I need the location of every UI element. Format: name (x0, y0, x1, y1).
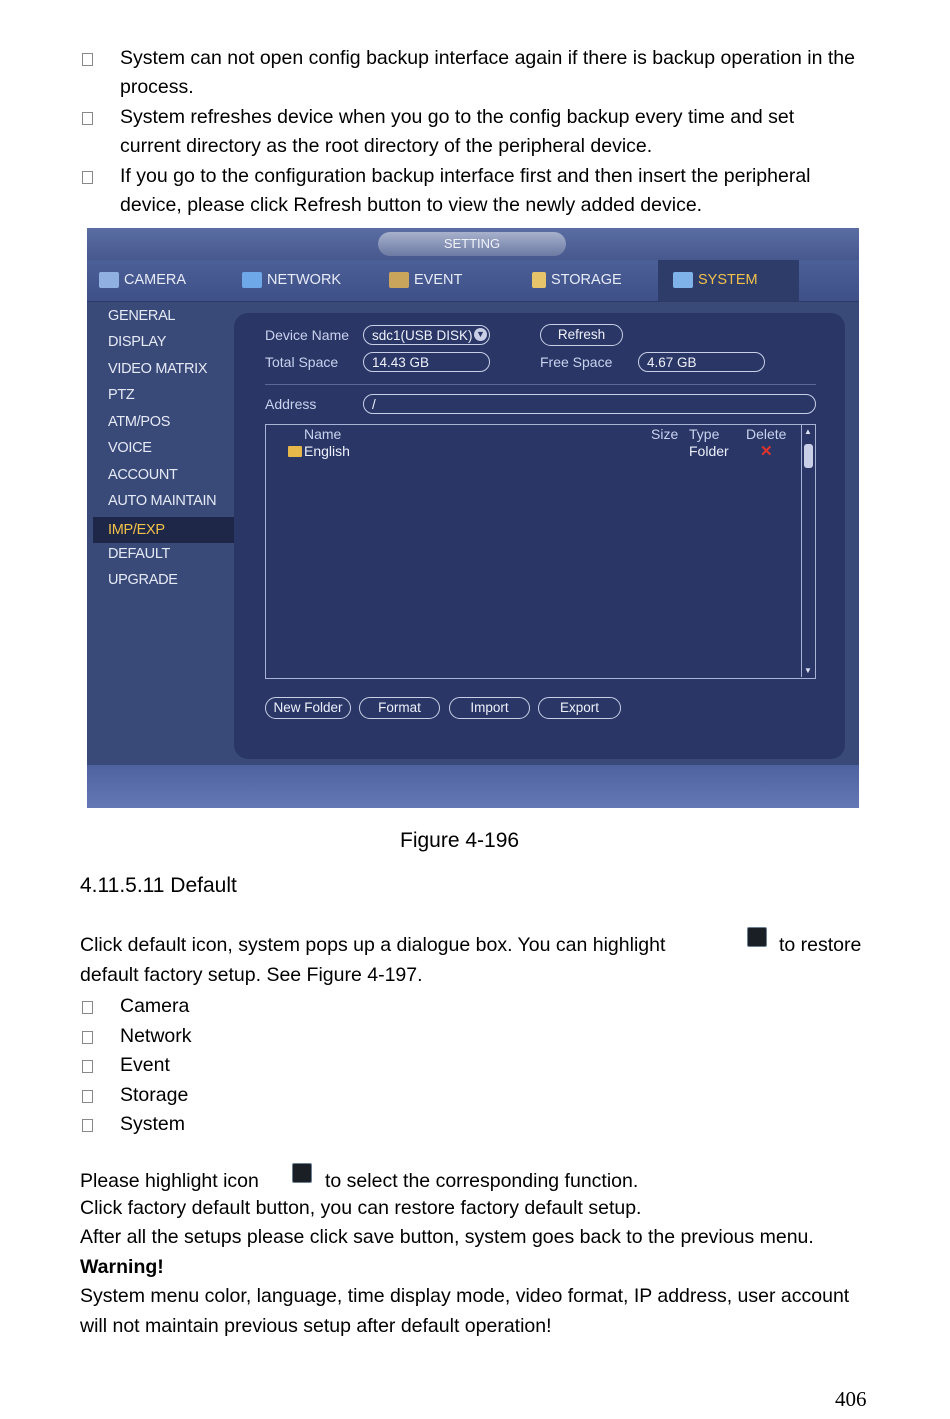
sidebar-item-general[interactable]: GENERAL (108, 308, 176, 324)
tab-label: CAMERA (124, 272, 187, 288)
para1-line1b: to restore (779, 934, 862, 956)
sidebar-item-auto-maintain[interactable]: AUTO MAINTAIN (108, 493, 217, 509)
delete-icon[interactable]: ✕ (760, 443, 773, 460)
scrollbar[interactable] (801, 425, 815, 677)
bullet-text-2b: current directory as the root directory of the peripheral device. (120, 135, 653, 157)
para1-line2: default factory setup. See Figure 4-197. (80, 964, 423, 986)
checkbox-icon (292, 1163, 312, 1183)
figure-caption: Figure 4-196 (400, 829, 520, 852)
sidebar-item-default[interactable]: DEFAULT (108, 546, 171, 562)
dvr-bottom-bar (87, 765, 859, 808)
sidebar-item-account[interactable]: ACCOUNT (108, 467, 178, 483)
column-header-size: Size (651, 426, 679, 442)
bullet-icon (82, 1001, 93, 1014)
para4: After all the setups please click save button, system goes back to the previous menu. (80, 1226, 814, 1248)
tab-storage[interactable] (532, 260, 662, 301)
para2-a: Please highlight icon (80, 1170, 259, 1192)
new-folder-button[interactable]: New Folder (265, 697, 351, 719)
chevron-down-icon: ▼ (474, 328, 487, 341)
bullet-text-2a: System refreshes device when you go to the config backup every time and set (120, 106, 795, 128)
item-camera: Camera (120, 995, 190, 1017)
warning-line1: System menu color, language, time display mode, video format, IP address, user account (80, 1285, 850, 1307)
tab-label: NETWORK (267, 272, 342, 288)
network-icon (242, 272, 262, 288)
export-button[interactable]: Export (538, 697, 621, 719)
bullet-icon (82, 112, 93, 125)
free-space-label: Free Space (540, 354, 613, 370)
total-space-label: Total Space (265, 354, 339, 370)
tab-label: STORAGE (551, 272, 622, 288)
column-header-delete: Delete (746, 426, 787, 442)
event-icon (389, 272, 409, 288)
tab-event[interactable] (389, 260, 519, 301)
sidebar-item-display[interactable]: DISPLAY (108, 334, 167, 350)
address-field[interactable]: / (363, 394, 816, 414)
bullet-text-1b: process. (120, 76, 194, 98)
para1-line1a: Click default icon, system pops up a dialogue box. You can highlight (80, 934, 666, 956)
sidebar-item-imp-exp[interactable]: IMP/EXP (93, 517, 236, 543)
sidebar (87, 302, 232, 762)
total-space-field: 14.43 GB (363, 352, 490, 372)
bullet-text-1a: System can not open config backup interface again if there is backup operation in the (120, 47, 855, 69)
divider (265, 384, 816, 385)
dvr-setting-screenshot (87, 228, 859, 808)
scroll-up-icon[interactable]: ▲ (804, 427, 812, 436)
column-header-name: Name (304, 426, 342, 442)
tab-label: SYSTEM (698, 272, 758, 288)
item-storage: Storage (120, 1084, 189, 1106)
tab-bar (87, 260, 859, 302)
bullet-icon (82, 171, 93, 184)
device-name-value: sdc1(USB DISK) (372, 328, 473, 343)
refresh-button[interactable]: Refresh (540, 324, 623, 346)
file-name: English (304, 443, 350, 459)
para2-b: to select the corresponding function. (325, 1170, 639, 1192)
format-button[interactable]: Format (359, 697, 440, 719)
import-button[interactable]: Import (449, 697, 530, 719)
sidebar-item-voice[interactable]: VOICE (108, 440, 152, 456)
sidebar-item-ptz[interactable]: PTZ (108, 387, 135, 403)
section-heading: 4.11.5.11 Default (80, 874, 237, 897)
table-row[interactable] (286, 443, 786, 461)
file-type: Folder (689, 443, 729, 459)
storage-icon (532, 272, 546, 288)
column-header-type: Type (689, 426, 720, 442)
bullet-icon (82, 1090, 93, 1103)
device-name-select[interactable] (363, 325, 490, 345)
sidebar-item-upgrade[interactable]: UPGRADE (108, 572, 178, 588)
checkbox-icon (747, 927, 767, 947)
scroll-thumb[interactable] (804, 444, 813, 468)
bullet-icon (82, 1119, 93, 1132)
camera-icon (99, 272, 119, 288)
item-event: Event (120, 1054, 170, 1076)
item-system: System (120, 1113, 186, 1135)
free-space-field: 4.67 GB (638, 352, 765, 372)
bullet-icon (82, 1031, 93, 1044)
sidebar-item-atm-pos[interactable]: ATM/POS (108, 414, 171, 430)
bullet-text-3a: If you go to the configuration backup interface first and then insert the peripheral (120, 165, 811, 187)
bullet-icon (82, 1060, 93, 1073)
tab-network[interactable] (242, 260, 372, 301)
bullet-text-3b: device, please click Refresh button to view the newly added device. (120, 194, 703, 216)
tab-camera[interactable] (99, 260, 229, 301)
device-name-label: Device Name (265, 327, 350, 343)
warning-title: Warning! (80, 1256, 164, 1278)
page-number: 406 (835, 1387, 867, 1411)
address-label: Address (265, 396, 317, 412)
para3: Click factory default button, you can restore factory default setup. (80, 1197, 642, 1219)
tab-label: EVENT (414, 272, 463, 288)
bullet-icon (82, 53, 93, 66)
file-list[interactable] (265, 424, 816, 679)
scroll-down-icon[interactable]: ▼ (804, 666, 812, 675)
warning-line2: will not maintain previous setup after default operation! (80, 1315, 552, 1337)
system-icon (673, 272, 693, 288)
item-network: Network (120, 1025, 192, 1047)
sidebar-item-video-matrix[interactable]: VIDEO MATRIX (108, 361, 208, 377)
folder-icon (288, 446, 302, 457)
setting-title: SETTING (378, 232, 566, 256)
dvr-title-bar (87, 228, 859, 260)
tab-system[interactable] (658, 260, 799, 301)
